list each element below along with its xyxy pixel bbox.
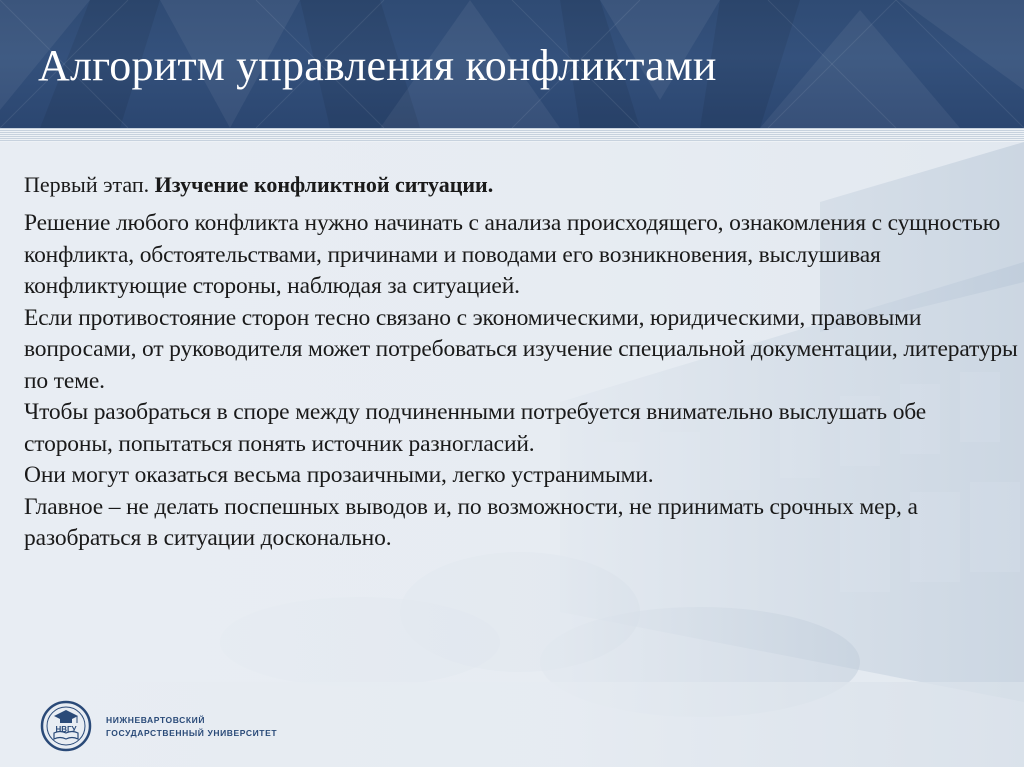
paragraph: Если противостояние сторон тесно связано с экономическими, юридическими, правовыми вопросами, от руководителя может потребоваться изучение специальной документации, литературы по теме. bbox=[24, 304, 1018, 394]
paragraph: Чтобы разобраться в споре между подчиненными потребуется внимательно выслушать обе стороны, попытаться понять источник разногласий. bbox=[24, 399, 927, 457]
slide-title: Алгоритм управления конфликтами bbox=[38, 41, 717, 90]
header-divider bbox=[0, 128, 1024, 142]
university-name-line1: НИЖНЕВАРТОВСКИЙ bbox=[106, 715, 206, 725]
slide-body bbox=[24, 170, 1019, 555]
logo-abbr: НВГУ bbox=[55, 725, 77, 734]
paragraph: Они могут оказаться весьма прозаичными, легко устранимыми. bbox=[24, 462, 654, 488]
university-name-line2: ГОСУДАРСТВЕННЫЙ УНИВЕРСИТЕТ bbox=[106, 728, 278, 738]
stage-prefix: Первый этап. bbox=[24, 172, 155, 197]
university-name bbox=[106, 714, 277, 740]
paragraph: Главное – не делать поспешных выводов и, по возможности, не принимать срочных мер, а разобраться в ситуации досконально. bbox=[24, 493, 918, 551]
paragraph: Решение любого конфликта нужно начинать с анализа происходящего, ознакомления с сущностью конфликта, обстоятельствами, причинами и поводами его возникновения, выслушивая конфликтующие стороны, наблюдая за ситуацией. bbox=[24, 210, 1001, 299]
university-emblem-icon bbox=[40, 700, 92, 752]
stage-heading bbox=[24, 170, 1019, 200]
stage-title: Изучение конфликтной ситуации. bbox=[154, 172, 494, 197]
title-bar bbox=[0, 0, 1024, 128]
university-logo bbox=[40, 700, 340, 752]
